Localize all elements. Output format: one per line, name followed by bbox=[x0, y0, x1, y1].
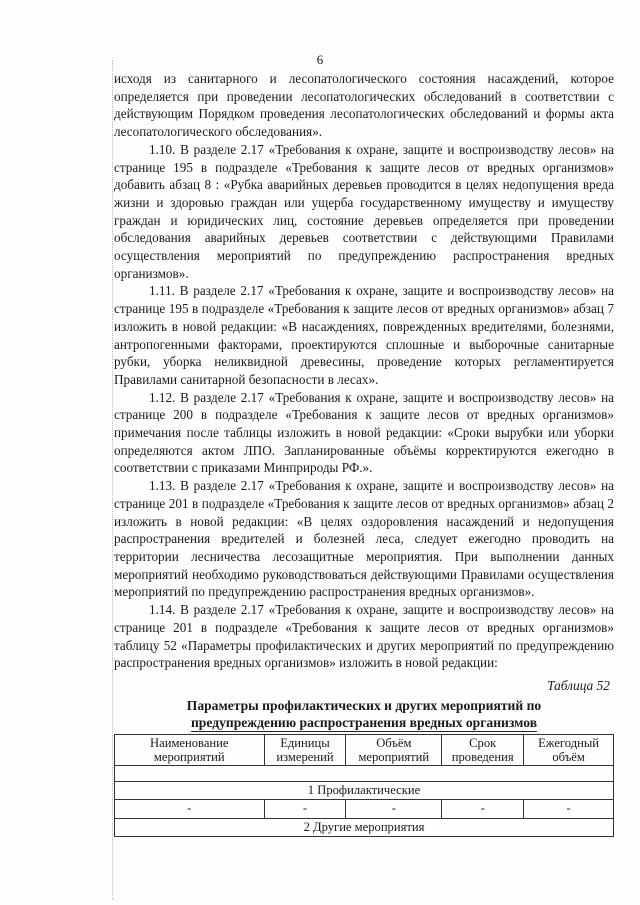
table-cell: - bbox=[524, 799, 614, 818]
table-row bbox=[115, 799, 614, 818]
section-other-measures: 2 Другие мероприятия bbox=[115, 818, 614, 836]
spacer-cell bbox=[115, 765, 614, 781]
header-annual-volume: Ежегодный объём bbox=[524, 734, 614, 765]
section-preventive: 1 Профилактические bbox=[115, 781, 614, 799]
table-section-row bbox=[115, 818, 614, 836]
paragraph-1-12: 1.12. В разделе 2.17 «Требования к охране, защите и воспроизводству лесов» на странице 200 в подразделе «Требования к защите лесов от вредных организмов» примечания после таблицы изложить в новой редакции: «Сроки вырубки или уборки определяются актом ЛПО. Запланированные объёмы корректируются ежегодно в соответствии с приказами Минприроды РФ.». bbox=[114, 389, 614, 476]
table-cell: - bbox=[115, 799, 265, 818]
table-caption: Таблица 52 bbox=[547, 677, 610, 693]
table-header-row bbox=[115, 734, 614, 765]
table-title-line-1: Параметры профилактических и других мероприятий по bbox=[186, 697, 542, 713]
header-name: Наименование мероприятий bbox=[115, 734, 265, 765]
paragraph-1-14: 1.14. В разделе 2.17 «Требования к охране, защите и воспроизводству лесов» на странице 201 в подразделе «Требования к защите лесов от вредных организмов» таблицу 52 «Параметры профилактических и других мероприятий по предупреждению распространения вредных организмов» изложить в новой редакции: bbox=[114, 602, 614, 671]
paragraph-1-11: 1.11. В разделе 2.17 «Требования к охране, защите и воспроизводству лесов» на странице 195 в подразделе «Требования к защите лесов от вредных организмов» абзац 7 изложить в новой редакции: «В насаждениях, поврежденных вредителями, болезнями, антропогенными факторами, проектируются сплошные и выборочные санитарные рубки, уборка неликвидной древесины, проведение которых регламентируется Правилами санитарной безопасности в лесах». bbox=[114, 283, 614, 387]
table-cell: - bbox=[346, 799, 442, 818]
table-cell: - bbox=[264, 799, 346, 818]
parameters-table bbox=[114, 734, 614, 837]
header-units: Единицы измерений bbox=[264, 734, 346, 765]
page-number: 6 bbox=[316, 52, 324, 67]
table-section-row bbox=[115, 781, 614, 799]
header-term: Срок проведения bbox=[442, 734, 524, 765]
paragraph-continuation: исходя из санитарного и лесопатологического состояния насаждений, которое определяется при проведении лесопатологических обследований в соответствии с действующим Порядком проведения лесопатологических обследований и формы акта лесопатологического обследования». bbox=[114, 71, 614, 140]
table-cell: - bbox=[442, 799, 524, 818]
table-spacer-row bbox=[115, 765, 614, 781]
header-volume: Объём мероприятий bbox=[346, 734, 442, 765]
document-body bbox=[114, 70, 614, 837]
paragraph-1-13: 1.13. В разделе 2.17 «Требования к охране, защите и воспроизводству лесов» на странице 201 в подразделе «Требования к защите лесов от вредных организмов» абзац 2 изложить в новой редакции: «В целях оздоровления насаждений и недопущения распространения вредителей и болезней леса, следует ежегодно проводить на территории лесничества лесозащитные мероприятия. При выполнении данных мероприятий необходимо руководствоваться действующими Правилами осуществления мероприятий по предупреждению распространения вредных организмов». bbox=[114, 478, 614, 600]
paragraph-1-10: 1.10. В разделе 2.17 «Требования к охране, защите и воспроизводству лесов» на странице 195 в подразделе «Требования к защите лесов от вредных организмов» добавить абзац 8 : «Рубка аварийных деревьев проводится в целях недопущения вреда жизни и здоровью граждан или ущерба государственному имуществу и имуществу граждан и юридических лиц, состояние деревьев определяется при проведении обследования аварийных деревьев соответствии с действующими Правилами осуществления мероприятий по предупреждению распространения вредных организмов». bbox=[114, 141, 614, 281]
table-title-line-2: предупреждению распространения вредных организмов bbox=[190, 714, 538, 730]
table-title bbox=[114, 697, 614, 732]
